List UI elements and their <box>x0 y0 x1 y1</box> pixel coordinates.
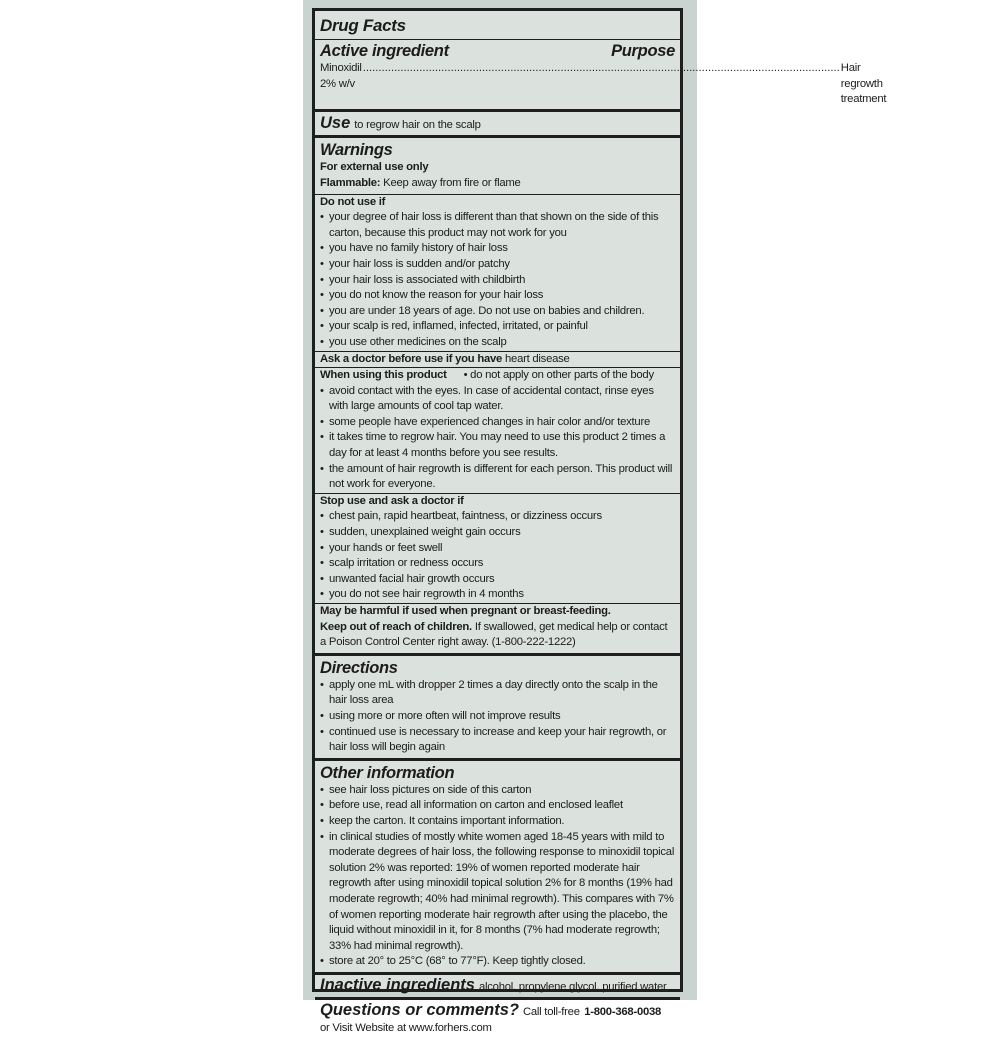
list-item: • chest pain, rapid heartbeat, faintness, or dizziness occurs <box>320 509 675 525</box>
ingredient-purpose: Hair regrowth treatment <box>840 62 887 106</box>
list-item: • before use, read all information on carton and enclosed leaflet <box>320 798 675 814</box>
list-item: • store at 20° to 25°C (68° to 77°F). Keep tightly closed. <box>320 954 675 970</box>
website-text: or Visit Website at www.forhers.com <box>320 1022 492 1035</box>
pregnancy-block <box>315 603 680 653</box>
stop-use-block <box>315 493 680 603</box>
use-text: to regrow hair on the scalp <box>354 118 481 131</box>
list-item: • your hair loss is sudden and/or patchy <box>320 257 675 273</box>
list-item: • keep the carton. It contains important information. <box>320 814 675 830</box>
active-ingredient-section <box>315 11 887 112</box>
list-item: • you do not know the reason for your hair loss <box>320 288 675 304</box>
list-item: • you use other medicines on the scalp <box>320 335 675 351</box>
ask-doctor-label: Ask a doctor before use if you have <box>320 352 503 365</box>
do-not-use-block <box>315 194 680 351</box>
directions-section <box>315 656 680 761</box>
external-use-warning: For external use only <box>320 161 429 174</box>
list-item: • your hair loss is associated with childbirth <box>320 273 675 289</box>
pregnancy-warning: May be harmful if used when pregnant or breast-feeding. <box>320 605 611 617</box>
list-item: • apply one mL with dropper 2 times a day directly onto the scalp in the hair loss area <box>320 678 675 709</box>
list-item: • in clinical studies of mostly white women aged 18-45 years with mild to moderate degrees of hair loss, the following response to minoxidil topical solution 2% was reported: 19% of women reported moderate hair regrowth after using minoxidil topical solution 2% for 8 months (19% had moderate regrowth; 40% had minimal regrowth). This compares with 7% of women reporting moderate hair regrowth after using the placebo, the liquid without minoxidil in it, for 8 months (7% had moderate regrowth; 33% had minimal regrowth). <box>320 830 675 955</box>
when-using-label: When using this product <box>320 369 447 382</box>
call-text: Call toll-free <box>522 1006 580 1019</box>
keep-out-label: Keep out of reach of children. <box>320 620 472 633</box>
warnings-heading: Warnings <box>320 141 393 160</box>
list-item: • see hair loss pictures on side of this carton <box>320 783 675 799</box>
use-section <box>315 112 680 139</box>
ask-doctor-text: heart disease <box>505 352 570 365</box>
when-using-block: When using this product • do not apply on other parts of the body • avoid contact with the eyes. In case of accidental contact, rinse eyes with large amounts of cool tap water. • some people have experienced changes in hair color and/or texture • it takes time to regrow hair. You may need to use this product 2 times a day for at least 4 months before you see results. • the amount of hair regrowth is different for each person. This product will not work for everyone. <box>315 367 680 493</box>
questions-heading: Questions or comments? <box>320 1001 519 1020</box>
list-item: • it takes time to regrow hair. You may need to use this product 2 times a day for at least 4 months before you see results. <box>320 430 675 461</box>
list-item: • scalp irritation or redness occurs <box>320 556 675 572</box>
warnings-section <box>315 138 680 655</box>
drug-facts-title: Drug Facts <box>320 16 406 35</box>
list-item: • your hands or feet swell <box>320 541 675 557</box>
list-item: • you do not see hair regrowth in 4 months <box>320 587 675 603</box>
list-item: • you are under 18 years of age. Do not use on babies and children. <box>320 304 675 320</box>
list-item: • unwanted facial hair growth occurs <box>320 572 675 588</box>
questions-section <box>315 1000 680 1036</box>
flammable-label: Flammable: <box>320 176 381 189</box>
other-information-section <box>315 761 680 975</box>
keep-out-text: If swallowed, get medical help or contact a Poison Control Center right away. (1-800-222-1222) <box>320 620 668 649</box>
list-item: • you have no family history of hair loss <box>320 241 675 257</box>
leader-dots <box>363 61 840 77</box>
list-item: • your scalp is red, inflamed, infected, irritated, or painful <box>320 319 675 335</box>
list-item: • using more or more often will not improve results <box>320 709 675 725</box>
purpose-heading: Purpose <box>611 42 675 60</box>
other-information-heading: Other information <box>320 763 455 782</box>
when-using-first: do not apply on other parts of the body <box>470 369 654 382</box>
list-item: • your degree of hair loss is different than that shown on the side of this carton, because this product may not work for you <box>320 210 675 241</box>
flammable-text: Keep away from fire or flame <box>383 176 521 189</box>
do-not-use-heading: Do not use if <box>320 195 386 208</box>
list-item: • sudden, unexplained weight gain occurs <box>320 525 675 541</box>
phone-number: 1-800-368-0038 <box>584 1006 662 1019</box>
inactive-ingredients-text: alcohol, propylene glycol, purified water <box>478 980 667 993</box>
list-item: • the amount of hair regrowth is different for each person. This product will not work for everyone. <box>320 462 675 493</box>
list-item: • continued use is necessary to increase and keep your hair regrowth, or hair loss will begin again <box>320 725 675 756</box>
directions-heading: Directions <box>320 658 398 677</box>
list-item: • some people have experienced changes in hair color and/or texture <box>320 415 675 431</box>
stop-use-heading: Stop use and ask a doctor if <box>320 494 464 507</box>
inactive-ingredients-section <box>315 975 680 1001</box>
active-ingredient-heading: Active ingredient <box>320 42 449 60</box>
list-item: • avoid contact with the eyes. In case of accidental contact, rinse eyes with large amounts of cool tap water. <box>320 384 675 415</box>
inactive-ingredients-heading: Inactive ingredients <box>320 975 475 994</box>
drug-facts-label <box>312 8 887 1035</box>
use-heading: Use <box>320 113 351 132</box>
ask-doctor-block <box>315 351 680 368</box>
active-ingredient: Minoxidil 2% w/v <box>320 62 362 90</box>
